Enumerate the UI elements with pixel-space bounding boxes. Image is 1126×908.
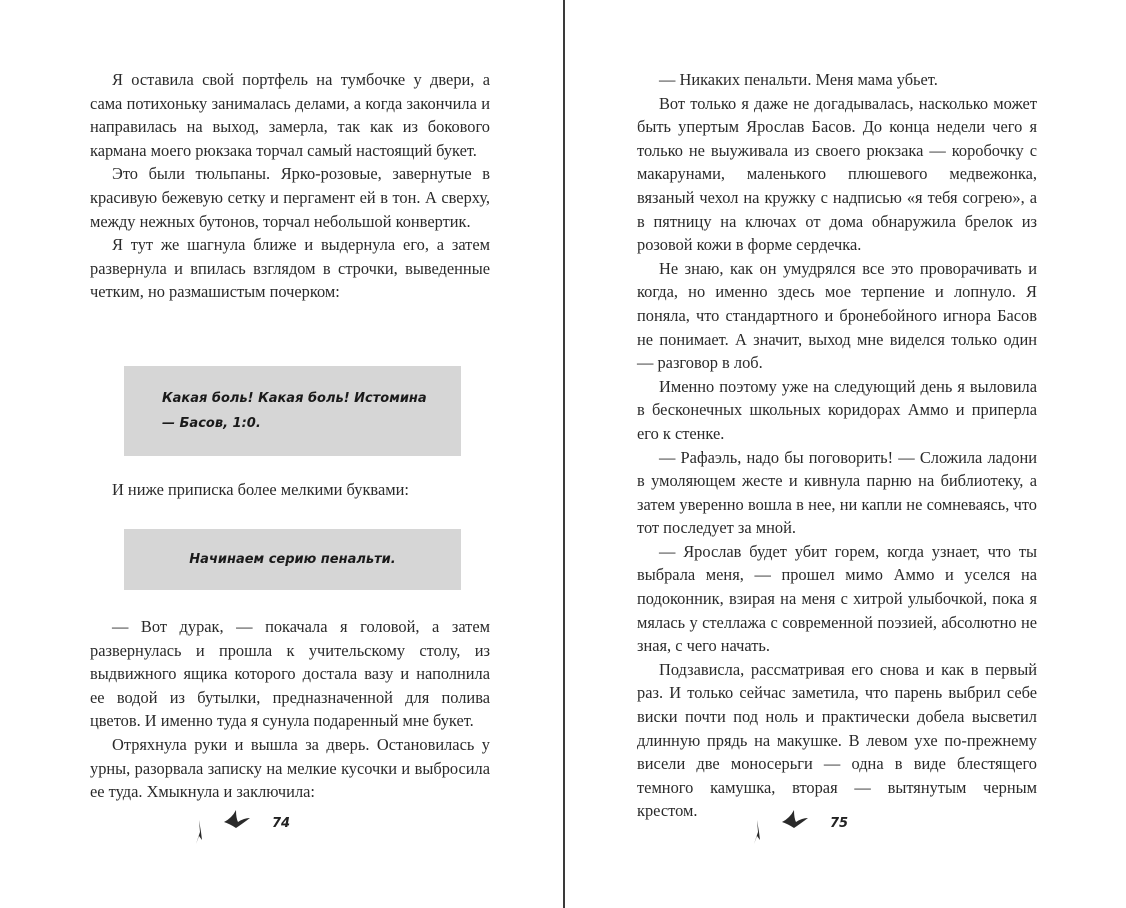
- paragraph: Я оставила свой портфель на тумбочке у двери, а сама потихоньку занималась делами, а когда закончила и направилась на выход, замерла, так как из бокового кармана моего рюкзака торчал самый настоящий букет.: [90, 70, 490, 160]
- right-folio: [748, 808, 868, 848]
- note-text: Начинаем серию пенальти.: [189, 552, 396, 567]
- left-text-top: [90, 68, 490, 304]
- bird-icon: [190, 818, 208, 846]
- left-text-middle: [90, 478, 490, 502]
- paragraph: — Рафаэль, надо бы поговорить! — Сложила ладони в умоляющем жесте и кивнула парню на библиотеку, а затем уверенно вошла в нее, ни капли не сомневаясь, что тот последует за мной.: [637, 447, 1037, 538]
- right-text: [637, 68, 1037, 823]
- paragraph: Подзависла, рассматривая его снова и как в первый раз. И только сейчас заметила, что парень выбрил себе виски почти под ноль и практически добела высветил длинную прядь на макушке. В левом ухе по-прежнему висели две моносерьги — одна в виде блестящего темного камушка, вторая — вытянутым черным крестом.: [637, 659, 1037, 821]
- note-text: Какая боль! Какая боль! Истомина — Басов, 1:0.: [162, 391, 427, 431]
- paragraph: Отряхнула руки и вышла за дверь. Остановилась у урны, разорвала записку на мелкие кусочки и выбросила ее туда. Хмыкнула и заключила:: [90, 734, 490, 802]
- right-page: [565, 0, 1126, 908]
- paragraph: И ниже приписка более мелкими буквами:: [112, 480, 409, 499]
- handwritten-note-2: [124, 529, 461, 590]
- page-number: 74: [272, 816, 291, 831]
- paragraph: — Вот дурак, — покачала я головой, а затем развернулась и прошла к учительскому столу, из выдвижного ящика которого достала вазу и наполнила ее водой из бутылки, предназначенной для полива цветов. И именно туда я сунула подаренный мне букет.: [90, 617, 490, 731]
- paragraph: Это были тюльпаны. Ярко-розовые, завернутые в красивую бежевую сетку и пергамент ей в тон. А сверху, между нежных бутонов, торчал небольшой конвертик.: [90, 164, 490, 231]
- handwritten-note-1: [124, 366, 461, 456]
- left-text-bottom: [90, 615, 490, 804]
- paragraph: Вот только я даже не догадывалась, насколько может быть упертым Ярослав Басов. До конца недели чего я только не выуживала из своего рюкзака — коробочку с макарунами, маленького плюшевого медвежонка, вязаный чехол на кружку с надписью «я тебя согрею», а в пятницу на ключах от дома обнаружила брелок из розовой кожи в форме сердечка.: [637, 93, 1037, 255]
- paragraph: Не знаю, как он умудрялся все это проворачивать и когда, но именно здесь мое терпение и лопнуло. Я поняла, что стандартного и бронебойного игнора Басов не понимает. А значит, выход мне виделся только один — разговор в лоб.: [637, 258, 1037, 373]
- paragraph: — Ярослав будет убит горем, когда узнает, что ты выбрала меня, — прошел мимо Аммо и уселся на подоконник, взирая на меня с хитрой улыбочкой, пока я мялась у стеллажа с современной поэзией, абсолютно не зная, с чего начать.: [637, 541, 1037, 656]
- page-number: 75: [830, 816, 849, 831]
- bird-icon: [780, 808, 810, 830]
- paragraph: Именно поэтому уже на следующий день я выловила в бесконечных школьных коридорах Аммо и приперла его к стенке.: [637, 376, 1037, 443]
- left-folio: [190, 808, 310, 848]
- paragraph: Я тут же шагнула ближе и выдернула его, а затем развернула и впилась взглядом в строчки, выведенные четким, но размашистым почерком:: [90, 235, 490, 302]
- paragraph: — Никаких пенальти. Меня мама убьет.: [659, 70, 938, 89]
- bird-icon: [748, 818, 766, 846]
- bird-icon: [222, 808, 252, 830]
